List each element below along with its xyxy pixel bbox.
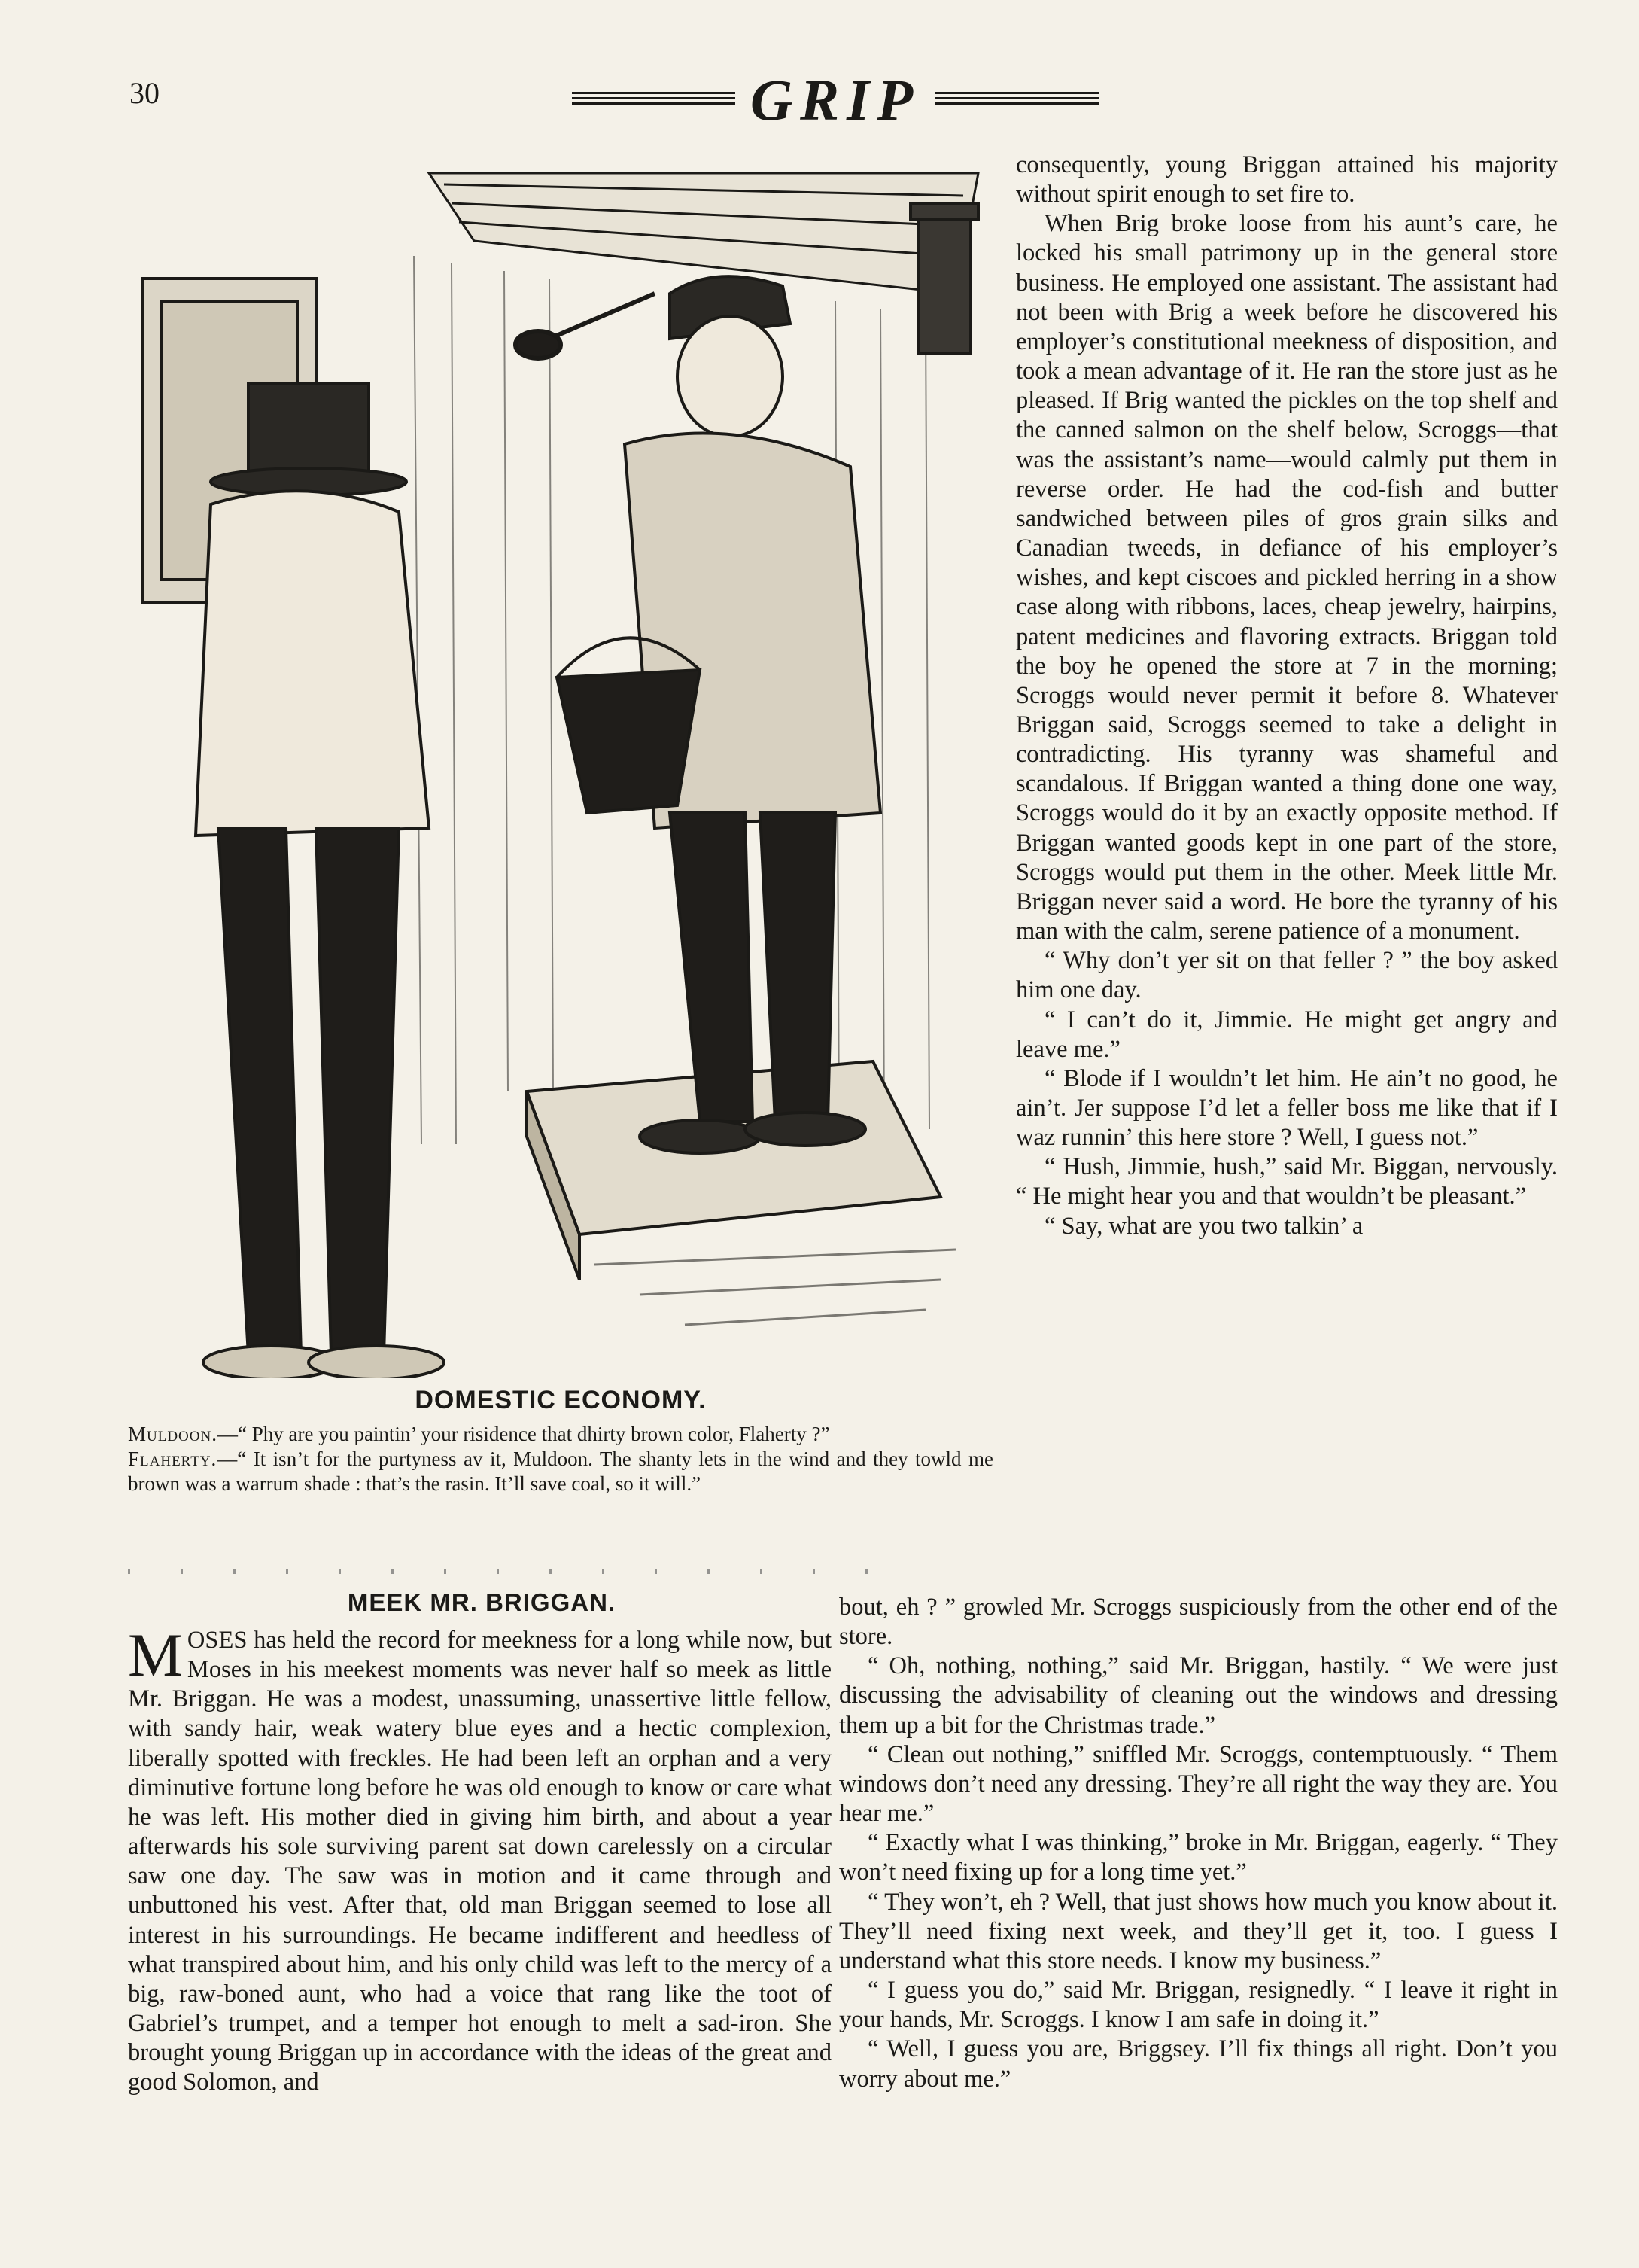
cartoon-illustration — [128, 151, 993, 1378]
paragraph: “ Clean out nothing,” sniffled Mr. Scroggs, contemptuously. “ Them windows don’t need any dressing. They’re all right the way they are. You hear me.” — [839, 1740, 1558, 1828]
cartoon-caption — [128, 1385, 993, 1496]
masthead — [572, 66, 1099, 134]
opening-text: OSES has held the record for meekness for a long while now, but Moses in his meekest moments was never half so meek as little Mr. Briggan. He was a modest, unassuming, unassertive little fellow, with sandy hair, weak watery blue eyes and a hectic complexion, liberally spotted with freckles. He had been left an orphan and a very diminutive fortune long before he was old enough to know or care what he was left. His mother died in giving him birth, and about a year afterwards his sole surviving parent sat down carelessly on a circular saw one day. The saw was in motion and it came through and unbuttoned his vest. After that, old man Briggan seemed to lose all interest in his surroundings. He became indifferent and heedless of what transpired about him, and his only child was left to the mercy of a big, raw-boned aunt, who had a voice that rang like the toot of Gabriel’s trumpet, and a temper hot enough to melt a sad-iron. She brought young Briggan up in accordance with the ideas of the great and good Solomon, and — [128, 1627, 832, 2096]
caption-line-muldoon — [128, 1422, 993, 1447]
paragraph: When Brig broke loose from his aunt’s care, he locked his small patrimony up in the general store business. He employed one assistant. The assistant had not been with Brig a week before he discovered his employer’s constitutional meekness of disposition, and took a mean advantage of it. He ran the store just as he pleased. If Brig wanted the pickles on the top shelf and the canned salmon on the shelf below, Scroggs—that was the assistant’s name—would calmly put them in reverse order. He had the cod-fish and butter sandwiched between piles of gros grain silks and Canadian tweeds, in defiance of his employer’s wishes, and kept ciscoes and pickled herring in a show case along with ribbons, laces, cheap jewelry, hairpins, patent medicines and flavoring extracts. Briggan told the boy he opened the store at 7 in the morning; Scroggs would never permit it before 8. Whatever Briggan said, Scroggs seemed to take a delight in contradicting. His tyranny was shameful and scandalous. If Briggan wanted a thing done one way, Scroggs would do it by an exactly opposite method. If Briggan wanted goods kept in one part of the store, Scroggs would put them in the other. Meek little Mr. Briggan never said a word. He bore the tyranny of his man with the calm, serene patience of a monument. — [1016, 210, 1558, 945]
caption-line-flaherty — [128, 1447, 993, 1496]
muldoon-quote: —“ Phy are you paintin’ your risidence that dhirty brown color, Flaherty ?” — [217, 1423, 830, 1446]
right-column — [1016, 151, 1558, 1241]
paragraph-continuation: bout, eh ? ” growled Mr. Scroggs suspiciously from the other end of the store. — [839, 1594, 1558, 1651]
paragraph: “ Why don’t yer sit on that feller ? ” the boy asked him one day. — [1016, 947, 1558, 1004]
paragraph: “ I guess you do,” said Mr. Briggan, resignedly. “ I leave it right in your hands, Mr. Scroggs. I know I am safe in doing it.” — [839, 1977, 1558, 2034]
article-title: MEEK MR. BRIGGAN. — [347, 1588, 616, 1616]
section-divider — [128, 1569, 903, 1574]
paragraph: “ They won’t, eh ? Well, that just shows how much you know about it. They’ll need fixing next week, and they’ll get it, too. I guess I understand what this store needs. I know my business.” — [839, 1888, 1558, 1974]
paragraph-continuation: consequently, young Briggan attained his majority without spirit enough to set fire to. — [1016, 151, 1558, 209]
masthead-rule-left — [572, 92, 735, 108]
speaker-flaherty: Flaherty. — [128, 1448, 217, 1471]
paragraph: “ Hush, Jimmie, hush,” said Mr. Biggan, nervously. “ He might hear you and that wouldn’t be pleasant.” — [1016, 1153, 1558, 1210]
paragraph: “ Exactly what I was thinking,” broke in Mr. Briggan, eagerly. “ They won’t need fixing up for a long time yet.” — [839, 1829, 1558, 1886]
stovepipe — [911, 203, 978, 354]
opening-paragraph — [128, 1621, 832, 2098]
cartoon-title: DOMESTIC ECONOMY. — [415, 1386, 707, 1414]
left-column — [128, 1621, 832, 2098]
paragraph: “ Oh, nothing, nothing,” said Mr. Briggan, hastily. “ We were just discussing the advisability of cleaning out the windows and dressing them up a bit for the Christmas trade.” — [839, 1652, 1558, 1739]
paragraph: “ Well, I guess you are, Briggsey. I’ll fix things all right. Don’t you worry about me.” — [839, 2035, 1558, 2093]
lower-right-column — [839, 1593, 1558, 2094]
flaherty-quote: —“ It isn’t for the purtyness av it, Muldoon. The shanty lets in the wind and they towld me brown was a warrum shade : that’s the rasin. It’ll save coal, so it will.” — [128, 1448, 993, 1496]
paragraph: “ Blode if I wouldn’t let him. He ain’t no good, he ain’t. Jer suppose I’d let a feller boss me like that if I waz runnin’ this here store ? Well, I guess not.” — [1016, 1064, 1558, 1152]
drop-cap: M — [128, 1621, 183, 1689]
masthead-rule-right — [935, 92, 1099, 108]
masthead-title: GRIP — [750, 67, 921, 132]
paragraph: “ Say, what are you two talkin’ a — [1045, 1212, 1364, 1240]
page-number: 30 — [129, 76, 160, 110]
paragraph: “ I can’t do it, Jimmie. He might get angry and leave me.” — [1016, 1006, 1558, 1063]
speaker-muldoon: Muldoon. — [128, 1423, 217, 1446]
